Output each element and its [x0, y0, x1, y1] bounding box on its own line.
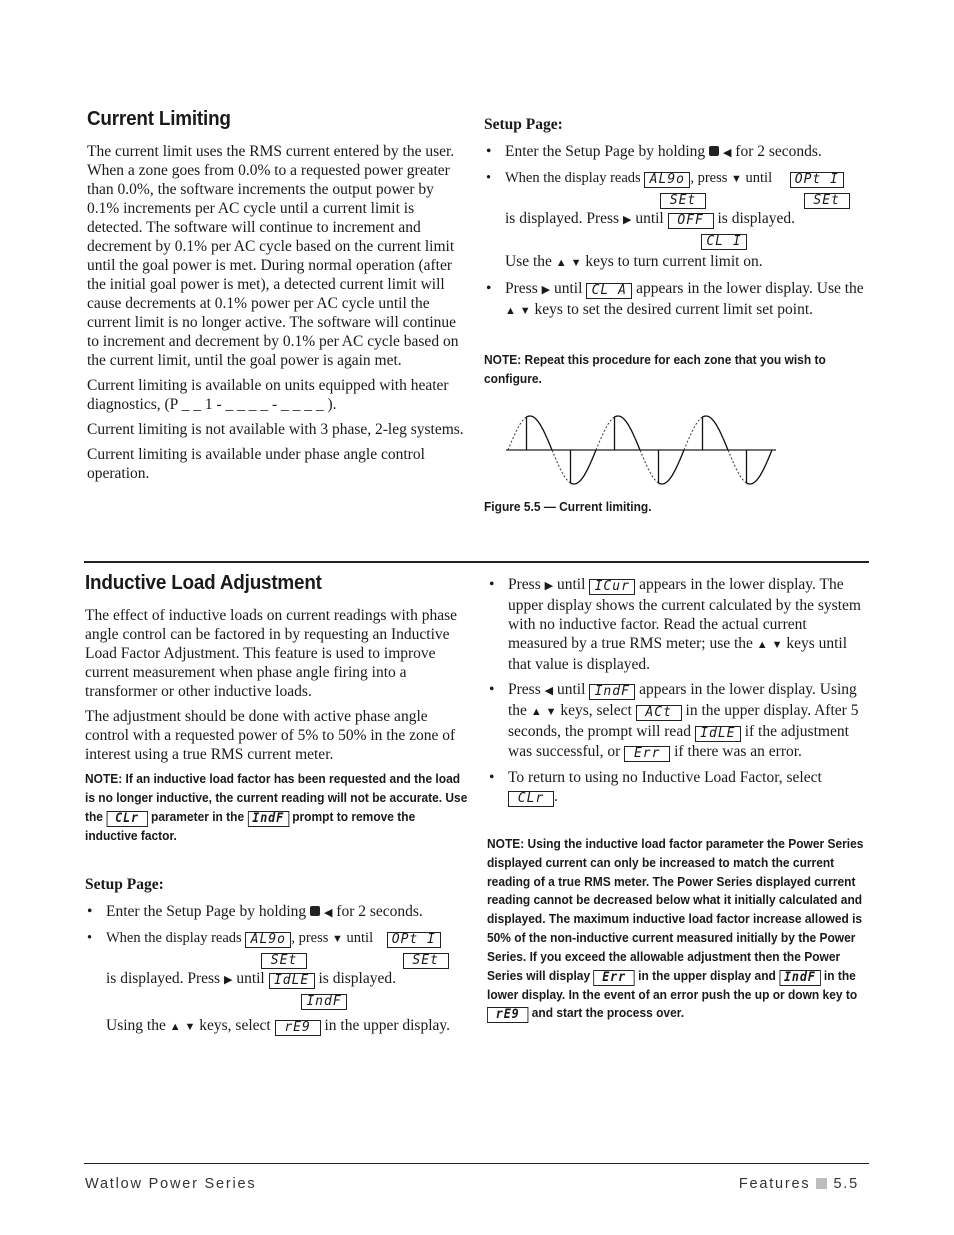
figure-caption: Figure 5.5 — Current limiting. — [484, 499, 652, 514]
down-arrow-key-icon: ▼ — [332, 933, 343, 946]
paragraph: Current limiting is available on units equipped with heater diagnostics, (P _ _ 1 - _ _ _ _ - _ _ _ _ ). — [87, 377, 449, 413]
left-arrow-key-icon: ◀ — [722, 147, 732, 159]
section-heading: Inductive Load Adjustment — [85, 571, 322, 594]
down-arrow-key-icon: ▼ — [545, 706, 557, 718]
fired-segment — [571, 450, 597, 484]
paragraph: Current limiting is not available with 3 phase, 2-leg systems. — [87, 421, 464, 438]
fired-segment — [747, 450, 773, 484]
lcd-err: Err — [593, 970, 634, 986]
paragraph: Current limiting is available under phase angle control operation. — [87, 446, 425, 482]
lcd-req: rE9 — [487, 1007, 528, 1023]
up-arrow-key-icon: ▲ — [505, 305, 516, 317]
current-limiting-section — [87, 109, 469, 489]
fired-segment — [615, 416, 641, 450]
lcd-act: ACt — [636, 705, 682, 721]
paragraph: The current limit uses the RMS current entered by the user. When a zone goes from 0.0% to a requested power greater than 0.0%, the software increments the output power by 0.1% increments per AC cycle until a current limit is detected. The software will continue to increment and decrement by 0.1% per AC cycle based on the current limit until the goal power is met. During normal operation (after the initial goal power is met), a detected current limit will cause decrements at 0.1% power per AC cycle until the current limit is no longer active. The software will continue to increment and decrement by 0.1% per AC cycle based on the current limit, until the goal power is again met. — [87, 143, 459, 369]
note: NOTE: Using the inductive load factor parameter the Power Series displayed current can only be increased to match the current reading of a true RMS meter. The Power Series displayed current reading cannot be decreased below what it initially calculated and displayed. The maximum inductive load factor increase allowed is 50% of the non-inductive current measured initially by the Power Series. If you exceed the allowable adjustment then the Power Series will display Err in the upper display and IndF in the lower display. In the event of an error push the up or down key to rE9 and start the process over. — [487, 836, 864, 1023]
footer-right — [739, 1176, 859, 1192]
infinity-key-icon — [709, 146, 719, 156]
lcd-set: SEt — [804, 193, 850, 209]
right-arrow-key-icon: ▶ — [541, 284, 551, 296]
lcd-set: SEt — [660, 193, 706, 209]
down-arrow-key-icon: ▼ — [570, 257, 582, 269]
lcd-alg: AL9o — [245, 932, 291, 948]
inductive-load-steps — [487, 575, 867, 1023]
lcd-indf: IndF — [589, 684, 635, 700]
lcd-alg: AL9o — [644, 172, 690, 188]
left-arrow-key-icon: ◀ — [323, 907, 333, 920]
lcd-idle: IdLE — [695, 726, 741, 742]
down-arrow-key-icon: ▼ — [519, 305, 531, 317]
lcd-indf: IndF — [301, 994, 347, 1010]
up-arrow-key-icon: ▲ — [169, 1021, 181, 1034]
down-arrow-key-icon: ▼ — [731, 173, 742, 185]
setup-steps — [484, 142, 869, 321]
up-arrow-key-icon: ▲ — [530, 706, 542, 718]
lcd-cla: CL A — [586, 283, 632, 299]
inductive-load-section — [85, 573, 470, 1043]
current-limiting-figure — [506, 410, 778, 490]
setup-steps — [85, 902, 470, 1037]
page-number: 5.5 — [833, 1176, 859, 1192]
down-arrow-key-icon: ▼ — [184, 1021, 196, 1034]
list-item: • When the display reads AL9o , press ▼ until OPt I SEt SEt is displayed. Press ▶ until IdLE is displayed. IndF Using the ▲ ▼ keys, select rE9 in the upper display. — [85, 929, 470, 1037]
list-item: • Press ◀ until IndF appears in the lower display. Using the ▲ ▼ keys, select ACt in the upper display. After 5 seconds, the prompt will read IdLE if the adjustment was successful, or Err if there was an error. — [487, 680, 867, 762]
lcd-set: SEt — [261, 953, 307, 969]
lcd-err: Err — [624, 746, 670, 762]
paragraph: The effect of inductive loads on current readings with phase angle control can be factored in by requesting an Inductive Load Factor Adjustment. This feature is used to improve current measurement when phase angle firing into a transformer or other inductive loads. — [85, 607, 458, 700]
lcd-req: rE9 — [275, 1020, 321, 1036]
current-limit-setup — [484, 115, 869, 389]
footer-section: Features — [738, 1176, 811, 1192]
note: NOTE: Repeat this procedure for each zone that you wish to configure. — [484, 352, 826, 386]
right-arrow-key-icon: ▶ — [223, 974, 233, 987]
procedure-steps — [487, 575, 867, 807]
lcd-icur: ICur — [589, 579, 635, 595]
lcd-opt: OPt I — [387, 932, 441, 948]
lcd-off: OFF — [668, 213, 714, 229]
list-item: • Enter the Setup Page by holding ◀ for 2 seconds. — [85, 902, 470, 923]
lcd-opt: OPt I — [790, 172, 844, 188]
section-divider — [84, 561, 869, 563]
up-arrow-key-icon: ▲ — [555, 257, 567, 269]
right-arrow-key-icon: ▶ — [544, 580, 554, 592]
list-item: • Press ▶ until ICur appears in the lower display. The upper display shows the current calculated by the system with no inductive factor. Read the actual current measured by a true RMS meter; use the ▲ ▼ keys until that value is displayed. — [487, 575, 867, 674]
lcd-clr: CLr — [106, 811, 147, 827]
right-arrow-key-icon: ▶ — [622, 214, 632, 226]
list-item: • To return to using no Inductive Load Factor, select CLr . — [487, 768, 867, 807]
section-heading: Current Limiting — [87, 107, 231, 130]
list-item: • Press ▶ until CL A appears in the lower display. Use the ▲ ▼ keys to set the desired current limit set point. — [484, 279, 869, 321]
fired-segment — [703, 416, 729, 450]
lcd-clr: CLr — [508, 791, 554, 807]
lcd-indf: IndF — [779, 970, 820, 986]
up-arrow-key-icon: ▲ — [756, 639, 768, 651]
paragraph: The adjustment should be done with active phase angle control with a requested power of 5% to 50% in the zone of interest using a true RMS current meter. — [85, 708, 456, 763]
lcd-idle: IdLE — [269, 973, 315, 989]
setup-title: Setup Page: — [484, 116, 563, 133]
setup-title: Setup Page: — [85, 876, 164, 894]
lcd-cli: CL I — [701, 234, 747, 250]
down-arrow-key-icon: ▼ — [771, 639, 783, 651]
infinity-key-icon — [310, 906, 320, 916]
fired-segment — [659, 450, 685, 484]
fired-segment — [527, 416, 553, 450]
footer-left: Watlow Power Series — [85, 1176, 257, 1192]
left-arrow-key-icon: ◀ — [544, 685, 554, 697]
list-item: • Enter the Setup Page by holding ◀ for 2 seconds. — [484, 142, 869, 163]
list-item: • When the display reads AL9o , press ▼ until OPt I SEt SEt is displayed. Press ▶ until OFF is displayed. CL I Use the ▲ ▼ keys to turn current limit on. — [484, 169, 869, 273]
lcd-set: SEt — [403, 953, 449, 969]
footer-rule — [84, 1163, 869, 1164]
note: NOTE: If an inductive load factor has been requested and the load is no longer inductive, the current reading will not be accurate. Use the CLr parameter in the IndF prompt to remove the inductive factor. — [85, 771, 468, 843]
footer-square-icon — [816, 1178, 827, 1189]
lcd-indf: IndF — [247, 811, 288, 827]
